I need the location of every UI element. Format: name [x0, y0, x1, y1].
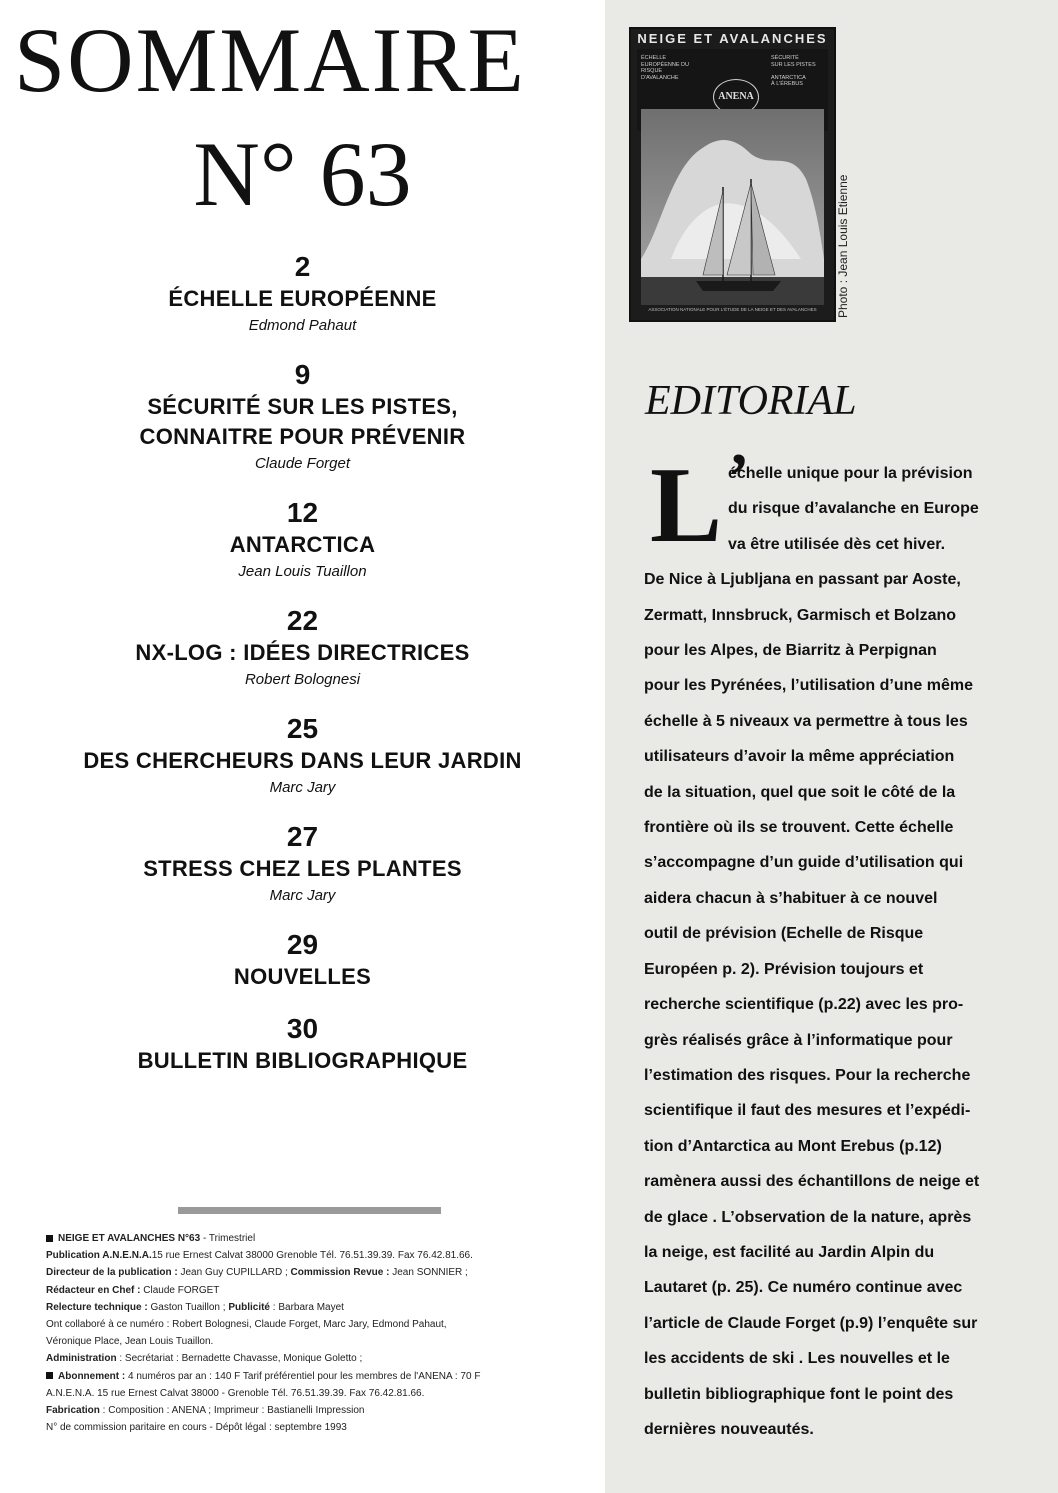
- impressum-line: Rédacteur en Chef : Claude FORGET: [46, 1284, 220, 1296]
- toc-entry: [0, 712, 605, 800]
- toc-title: ÉCHELLE EUROPÉENNE: [168, 286, 437, 311]
- toc-entry: [0, 1012, 605, 1076]
- toc-author: Claude Forget: [254, 455, 351, 472]
- toc-page-number: 12: [286, 497, 319, 528]
- anena-logo: ANENA: [713, 79, 759, 115]
- editorial-line: Européen p. 2). Prévision toujours et: [644, 960, 924, 978]
- toc-page-number: 29: [286, 929, 319, 960]
- toc-page-number: 9: [294, 359, 311, 390]
- editorial-line: utilisateurs d’avoir la même appréciation: [644, 748, 955, 766]
- impressum-line: NEIGE ET AVALANCHES N°63 - Trimestriel: [46, 1230, 566, 1247]
- toc-entry: [0, 496, 605, 584]
- cover-thumbnail: [629, 27, 836, 322]
- bullet-square-icon: [46, 1372, 53, 1379]
- impressum-line: Administration : Secrétariat : Bernadette Chavasse, Monique Goletto ;: [46, 1353, 363, 1365]
- photo-credit: Photo : Jean Louis Etienne: [836, 174, 850, 318]
- cover-title: NEIGE ET AVALANCHES: [637, 31, 828, 46]
- editorial-line: De Nice à Ljubljana en passant par Aoste,: [644, 571, 961, 589]
- editorial-line: échelle unique pour la prévision: [728, 465, 973, 482]
- toc-author: Marc Jary: [269, 887, 336, 904]
- editorial-body: [644, 456, 1024, 1447]
- editorial-line: l’article de Claude Forget (p.9) l’enquête sur: [644, 1314, 978, 1332]
- impressum-line: Ont collaboré à ce numéro : Robert Bolognesi, Claude Forget, Marc Jary, Edmond Pahaut,: [46, 1319, 447, 1331]
- masthead-sommaire: SOMMAIRE: [14, 9, 526, 111]
- cover-footer: ASSOCIATION NATIONALE POUR L'ÉTUDE DE LA NEIGE ET DES AVALANCHES: [648, 307, 817, 312]
- toc-title: STRESS CHEZ LES PLANTES: [143, 856, 462, 881]
- impressum-line: Directeur de la publication : Jean Guy CUPILLARD ; Commission Revue : Jean SONNIER ;: [46, 1267, 468, 1279]
- toc-author: Edmond Pahaut: [248, 317, 357, 334]
- toc-page-number: 2: [294, 251, 311, 282]
- cover-photo-sailboat: [641, 109, 824, 305]
- editorial-line: scientifique il faut des mesures et l’expédi-: [644, 1102, 971, 1120]
- toc-page-number: 22: [286, 605, 319, 636]
- masthead-issue-number: N° 63: [193, 123, 412, 225]
- impressum-line: Relecture technique : Gaston Tuaillon ; Publicité : Barbara Mayet: [46, 1301, 344, 1313]
- editorial-line: bulletin bibliographique font le point des: [644, 1385, 954, 1403]
- editorial-line: de la situation, quel que soit le côté de la: [644, 783, 956, 801]
- editorial-line: dernières nouveautés.: [644, 1420, 814, 1438]
- impressum-line: Publication A.N.E.N.A.15 rue Ernest Calvat 38000 Grenoble Tél. 76.51.39.39. Fax 76.42.81.66.: [46, 1250, 473, 1262]
- editorial-line: la neige, est facilité au Jardin Alpin du: [644, 1243, 935, 1261]
- toc-author: Robert Bolognesi: [244, 671, 361, 688]
- editorial-line: ramènera aussi des échantillons de neige et: [644, 1173, 980, 1191]
- cover-left-teaser: ÉCHELLE EUROPÉENNE DU RISQUE D'AVALANCHE: [641, 55, 689, 81]
- impressum-line: Véronique Place, Jean Louis Tuaillon.: [46, 1336, 214, 1348]
- toc-page-number: 30: [286, 1013, 319, 1044]
- toc-title: SÉCURITÉ SUR LES PISTES,: [147, 394, 458, 419]
- editorial-line: Lautaret (p. 25). Ce numéro continue avec: [644, 1279, 963, 1297]
- editorial-line: l’estimation des risques. Pour la recherche: [644, 1066, 971, 1084]
- toc-entry: [0, 928, 605, 992]
- impressum-line: Fabrication : Composition : ANENA ; Imprimeur : Bastianelli Impression: [46, 1405, 365, 1417]
- dropcap-apostrophe: ’: [728, 440, 750, 511]
- impressum: [46, 1230, 566, 1436]
- toc-entry: [0, 250, 605, 338]
- toc-entry: [0, 820, 605, 908]
- editorial-line: s’accompagne d’un guide d’utilisation qui: [644, 854, 964, 872]
- toc-title: DES CHERCHEURS DANS LEUR JARDIN: [83, 748, 522, 773]
- editorial-line: va être utilisée dès cet hiver.: [728, 535, 946, 553]
- editorial-line: outil de prévision (Echelle de Risque: [644, 925, 924, 943]
- editorial-line: pour les Pyrénées, l’utilisation d’une même: [644, 677, 973, 695]
- sailboat-iceberg-image: [641, 109, 824, 305]
- impressum-line: Abonnement : 4 numéros par an : 140 F Tarif préférentiel pour les membres de l'ANENA : 70 F: [46, 1368, 566, 1385]
- editorial-line: pour les Alpes, de Biarritz à Perpignan: [644, 642, 937, 660]
- impressum-line: N° de commission paritaire en cours - Dépôt légal : septembre 1993: [46, 1422, 347, 1434]
- editorial-line: de glace . L’observation de la nature, après: [644, 1208, 972, 1226]
- toc-title: ANTARCTICA: [229, 532, 376, 557]
- editorial-line: aidera chacun à s’habituer à ce nouvel: [644, 889, 938, 907]
- editorial-line: les accidents de ski . Les nouvelles et le: [644, 1350, 950, 1368]
- toc-title: BULLETIN BIBLIOGRAPHIQUE: [137, 1048, 468, 1073]
- editorial-line: Zermatt, Innsbruck, Garmisch et Bolzano: [644, 606, 957, 624]
- cover-right-teaser: SÉCURITÉ SUR LES PISTES ANTARCTICA À L'ÉREBUS: [771, 55, 816, 87]
- bullet-square-icon: [46, 1235, 53, 1242]
- editorial-line: grès réalisés grâce à l’informatique pour: [644, 1031, 953, 1049]
- editorial-dropcap: L’: [650, 440, 750, 565]
- section-divider: [178, 1207, 441, 1214]
- editorial-line: échelle à 5 niveaux va permettre à tous les: [644, 712, 968, 730]
- toc-title: NX-LOG : IDÉES DIRECTRICES: [135, 640, 470, 665]
- editorial-line: du risque d’avalanche en Europe: [728, 500, 979, 518]
- toc-page-number: 25: [286, 713, 319, 744]
- toc-entry: [0, 358, 605, 476]
- editorial-line: recherche scientifique (p.22) avec les pro-: [644, 996, 964, 1014]
- editorial-heading: EDITORIAL: [645, 378, 857, 424]
- editorial-line: frontière où ils se trouvent. Cette échelle: [644, 819, 954, 837]
- table-of-contents: [0, 250, 605, 1096]
- toc-title: NOUVELLES: [233, 964, 372, 989]
- toc-entry: [0, 604, 605, 692]
- toc-page-number: 27: [286, 821, 319, 852]
- toc-author: Marc Jary: [269, 779, 336, 796]
- editorial-line: tion d’Antarctica au Mont Erebus (p.12): [644, 1137, 942, 1155]
- toc-author: Jean Louis Tuaillon: [238, 563, 367, 580]
- impressum-line: A.N.E.N.A. 15 rue Ernest Calvat 38000 - Grenoble Tél. 76.51.39.39. Fax 76.42.81.66.: [46, 1387, 425, 1399]
- toc-title: CONNAITRE POUR PRÉVENIR: [139, 424, 466, 449]
